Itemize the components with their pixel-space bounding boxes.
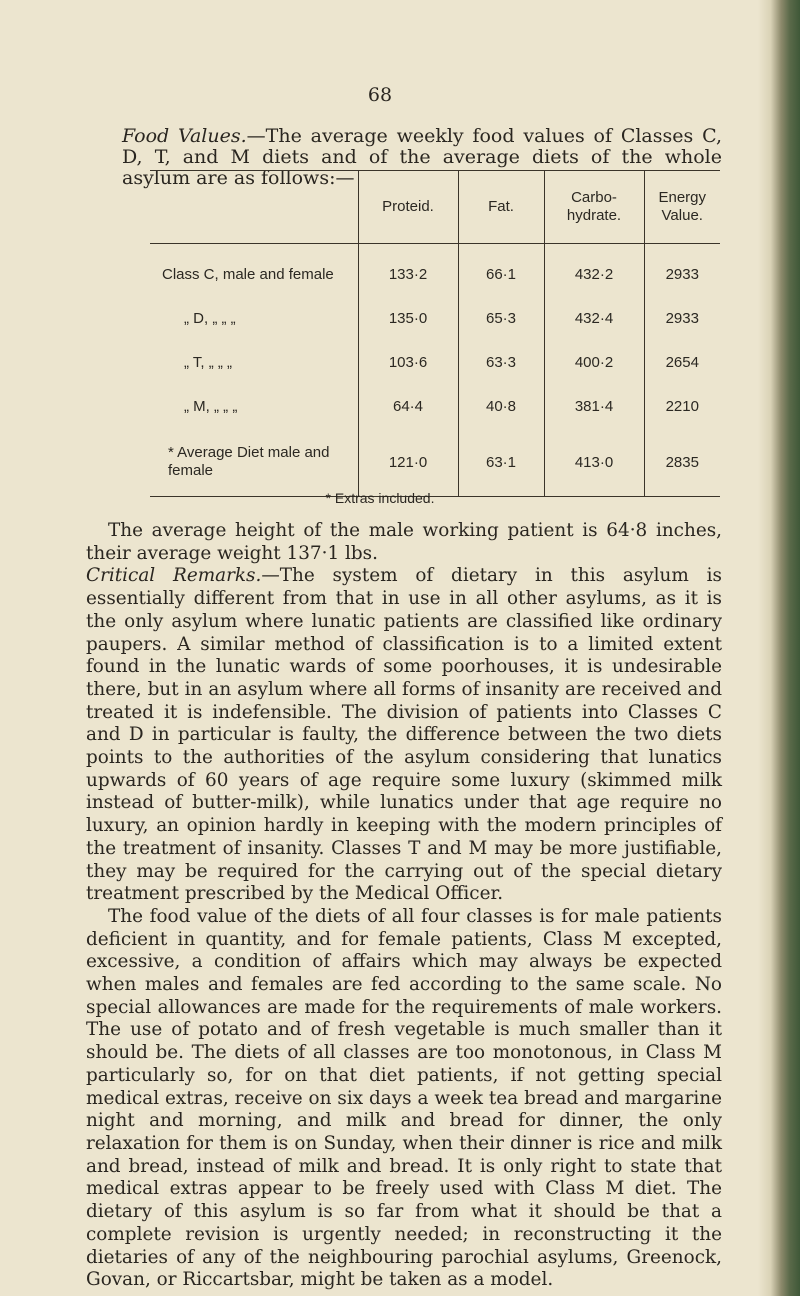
table-cell: 2654 xyxy=(644,340,720,384)
table-cell: 2835 xyxy=(644,428,720,497)
table-cell: 2210 xyxy=(644,384,720,428)
table-cell: 103·6 xyxy=(358,340,458,384)
table-cell: 2933 xyxy=(644,296,720,340)
header-cell: Fat. xyxy=(458,171,544,244)
table-footnote: * Extras included. xyxy=(325,490,435,506)
table-cell: 63·3 xyxy=(458,340,544,384)
row-label: „ M, „ „ „ xyxy=(184,397,238,415)
paragraph-height-weight: The average height of the male working patient is 64·8 inches, their average weight 137·1 lbs. xyxy=(86,520,722,564)
header-cell: Energy Value. xyxy=(644,171,720,244)
table-cell: 133·2 xyxy=(358,244,458,297)
table-row xyxy=(150,428,720,497)
table-cell: 2933 xyxy=(644,244,720,297)
table-cell: 400·2 xyxy=(544,340,644,384)
table-row xyxy=(150,340,720,384)
critical-remarks-heading: Critical Remarks. xyxy=(86,565,262,587)
body-text xyxy=(86,520,722,1292)
header-cell xyxy=(150,171,358,244)
table-cell: 413·0 xyxy=(544,428,644,497)
table-row xyxy=(150,296,720,340)
row-label: „ D, „ „ „ xyxy=(184,309,236,327)
table-cell: 121·0 xyxy=(358,428,458,497)
paragraph-food-value: The food value of the diets of all four classes is for male patients deficient in quantity, and for female patients, Class M excepted, excessive, a condition of affairs which may always be expected when males and females are fed according to the same scale. No special allowances are made for the requirements of male workers. The use of potato and of fresh vegetable is much smaller than it should be. The diets of all classes are too monotonous, in Class M particularly so, for on that diet patients, if not getting special medical extras, receive on six days a week tea bread and margarine night and morning, and milk and bread for dinner, the only relaxation for them is on Sunday, when their dinner is rice and milk and bread, instead of milk and bread. It is only right to state that medical extras appear to be freely used with Class M diet. The dietary of this asylum is so far from what it should be that a complete revision is urgently needed; in reconstructing it the dietaries of any of the neighbouring parochial asylums, Greenock, Govan, or Riccartsbar, might be taken as a model. xyxy=(86,905,722,1291)
table-cell: 65·3 xyxy=(458,296,544,340)
row-label: „ T, „ „ „ xyxy=(184,353,233,371)
table-row xyxy=(150,384,720,428)
table-cell: 432·2 xyxy=(544,244,644,297)
header-cell: Proteid. xyxy=(358,171,458,244)
page-number: 68 xyxy=(367,84,393,106)
paragraph-critical-remarks xyxy=(86,565,722,906)
header-cell: Carbo-hydrate. xyxy=(544,171,644,244)
page-edge xyxy=(758,0,800,1296)
table-cell: 63·1 xyxy=(458,428,544,497)
table-header-row xyxy=(150,171,720,244)
table-cell: 432·4 xyxy=(544,296,644,340)
table-cell: 135·0 xyxy=(358,296,458,340)
table-cell: 381·4 xyxy=(544,384,644,428)
row-label: Class C, male and female xyxy=(162,265,334,283)
table-cell: 40·8 xyxy=(458,384,544,428)
intro-text: —The average weekly food values of Classes C, D, T, and M diets and of the average diets of the whole asylum are as follows:— xyxy=(122,125,722,189)
table-cell: 64·4 xyxy=(358,384,458,428)
critical-remarks-text: —The system of dietary in this asylum is essentially different from that in use in all other asylums, as it is the only asylum where lunatic patients are classified like ordinary paupers. A similar method of classification is to a limited extent found in the lunatic wards of some poorhouses, it is undesirable there, but in an asylum where all forms of insanity are received and treated it is indefensible. The division of patients into Classes C and D in particular is faulty, the difference between the two diets points to the authorities of the asylum considering that lunatics upwards of 60 years of age require some luxury (skimmed milk instead of butter-milk), while lunatics under that age require no luxury, an opinion hardly in keeping with the modern principles of the treatment of insanity. Classes T and M may be more justifiable, they may be required for the carrying out of the special dietary treatment prescribed by the Medical Officer. xyxy=(86,565,722,905)
intro-heading: Food Values. xyxy=(122,125,247,147)
table-row xyxy=(150,244,720,297)
food-values-table xyxy=(150,170,720,497)
row-label: * Average Diet male and female xyxy=(150,428,358,497)
table-cell: 66·1 xyxy=(458,244,544,297)
